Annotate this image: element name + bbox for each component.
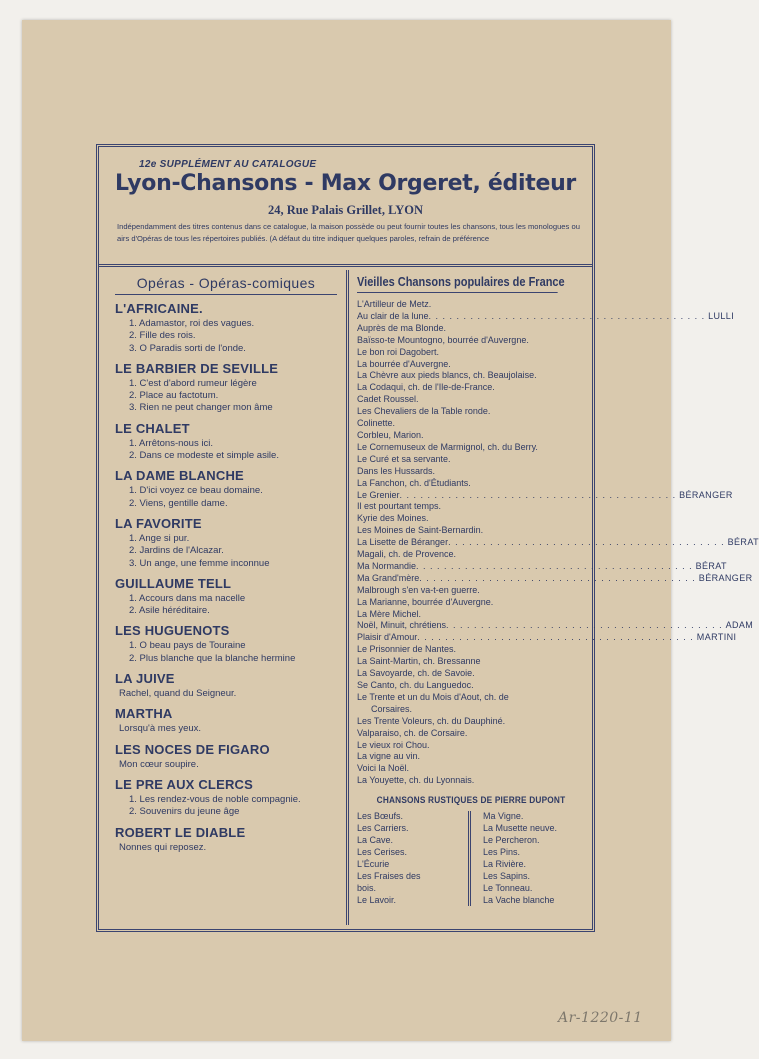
opera-title: LA FAVORITE (115, 515, 202, 531)
song-name: Le bon roi Dagobert. (357, 346, 440, 357)
opera-block (115, 777, 337, 819)
rustic-song: Les Sapins. (483, 870, 531, 881)
leader-dots: . . . . . . . . . . . . . . . . . . . . . . . . . . . . . . . . . . . . . . . . (419, 572, 696, 583)
song-name: La Saint-Martin, ch. Bressanne (357, 656, 481, 667)
song-entry (357, 370, 585, 382)
song-name: Baïsso-te Mountogno, bourrée d'Auvergne. (357, 334, 529, 345)
rustic-song: Les Fraises des (357, 870, 421, 881)
rustic-song: La Musette neuve. (483, 823, 558, 834)
song-entry (357, 751, 585, 763)
opera-title: MARTHA (115, 706, 173, 722)
song-name: Le Trente et un du Mois d'Aout, ch. de (357, 691, 509, 702)
song-entry (357, 656, 585, 668)
song-entry (357, 560, 727, 573)
opera-aria: 1. Arrêtons-nous ici. (129, 437, 213, 449)
song-entry (357, 406, 585, 418)
operas-list (115, 301, 337, 854)
song-entry (357, 466, 585, 478)
rustic-song: bois. (357, 882, 377, 893)
song-name: Le Curé et sa servante. (357, 453, 451, 464)
catalogue-frame (96, 144, 759, 932)
song-composer: BÉRAT (695, 560, 727, 571)
song-name: Il est pourtant temps. (357, 501, 442, 512)
song-entry (357, 489, 733, 502)
song-name: Colinette. (357, 418, 396, 429)
songs-column (357, 275, 759, 906)
opera-aria: Mon cœur soupire. (119, 758, 199, 770)
page-sheet (22, 20, 759, 1041)
song-entry (357, 668, 585, 680)
supplement-label: 12e SUPPLÉMENT AU CATALOGUE (139, 159, 317, 170)
opera-aria: 1. Ange si pur. (129, 532, 190, 544)
song-composer: MARTINI (696, 632, 737, 643)
song-composer: LULLI (708, 310, 735, 321)
song-name: La Lisette de Béranger (357, 537, 449, 548)
opera-title: LES NOCES DE FIGARO (115, 741, 270, 757)
song-entry (357, 347, 585, 359)
opera-block (115, 516, 337, 570)
song-name: Se Canto, ch. du Languedoc. (357, 680, 474, 690)
catalogue-header (99, 147, 592, 267)
song-name: Dans les Hussards. (357, 465, 436, 476)
opera-aria: 2. Asile héréditaire. (129, 605, 210, 617)
song-name: La bourrée d'Auvergne. (357, 358, 451, 369)
rustic-song: L'Écurie (357, 858, 390, 869)
rustic-list-left (357, 811, 471, 906)
opera-aria: 2. Plus blanche que la blanche hermine (129, 652, 296, 664)
opera-aria: 3. O Paradis sorti de l'onde. (129, 342, 246, 354)
song-composer: ADAM (725, 620, 754, 631)
opera-block (115, 825, 337, 854)
song-name: La Youyette, ch. du Lyonnais. (357, 775, 475, 786)
song-entry (357, 382, 585, 394)
opera-block (115, 623, 337, 665)
rustic-song: Le Lavoir. (357, 894, 397, 905)
songs-heading: Vieilles Chansons populaires de France (357, 275, 558, 293)
rustic-song: Les Cerises. (357, 846, 408, 857)
song-name: L'Artilleur de Metz. (357, 299, 432, 309)
leader-dots: . . . . . . . . . . . . . . . . . . . . . . . . . . . . . . . . . . . . . . . . (448, 537, 725, 548)
song-entry (357, 716, 585, 728)
rustic-song: La Vache blanche (483, 894, 555, 905)
song-entry (357, 585, 585, 597)
song-entry (357, 394, 585, 406)
leader-dots: . . . . . . . . . . . . . . . . . . . . . . . . . . . . . . . . . . . . . . . . (446, 620, 723, 631)
song-name: La vigne au vin. (357, 751, 421, 762)
song-name: Cadet Roussel. (357, 394, 419, 405)
song-entry (357, 692, 585, 716)
song-entry (357, 478, 585, 490)
opera-aria: 2. Souvenirs du jeune âge (129, 806, 240, 818)
rustic-heading: CHANSONS RUSTIQUES DE PIERRE DUPONT (376, 795, 566, 806)
opera-aria: 1. D'ici voyez ce beau domaine. (129, 485, 263, 497)
rustic-song: Les Bœufs. (357, 811, 404, 822)
song-name: Valparaiso, ch. de Corsaire. (357, 727, 468, 738)
song-entry (357, 763, 585, 775)
song-entry (357, 299, 585, 311)
opera-title: LES HUGUENOTS (115, 623, 230, 639)
song-name: Le Cornemuseux de Marmignol, ch. du Berry. (357, 441, 538, 452)
song-name: Voici la Noël. (357, 763, 410, 774)
song-entry (357, 680, 585, 692)
opera-aria: 2. Place au factotum. (129, 390, 219, 402)
leader-dots: . . . . . . . . . . . . . . . . . . . . . . . . . . . . . . . . . . . . . . . . (428, 310, 706, 321)
opera-aria: 2. Viens, gentille dame. (129, 497, 228, 509)
opera-aria: Lorsqu'à mes yeux. (119, 723, 202, 735)
opera-block (115, 706, 337, 735)
song-name: Plaisir d'Amour (357, 632, 418, 643)
song-entry (357, 501, 585, 513)
song-name: Corbleu, Marion. (357, 429, 424, 440)
opera-title: LE PRE AUX CLERCS (115, 776, 253, 792)
song-entry (357, 644, 585, 656)
opera-title: LE CHALET (115, 420, 190, 436)
opera-block (115, 421, 337, 463)
operas-heading: Opéras - Opéras-comiques (115, 275, 337, 295)
song-name: La Savoyarde, ch. de Savoie. (357, 668, 475, 679)
song-composer: BÉRAT (727, 537, 759, 548)
publisher-title: Lyon-Chansons - Max Orgeret, éditeur (115, 171, 576, 196)
song-entry (357, 513, 585, 525)
song-name: La Fanchon, ch. d'Étudiants. (357, 477, 471, 488)
song-composer: BÉRANGER (679, 489, 733, 500)
opera-aria: 2. Dans ce modeste et simple asile. (129, 450, 279, 462)
song-entry (357, 632, 737, 644)
opera-title: LA JUIVE (115, 671, 175, 687)
opera-aria: 1. C'est d'abord rumeur légère (129, 377, 257, 389)
song-name: Ma Normandie (357, 560, 417, 571)
opera-aria: 1. Accours dans ma nacelle (129, 592, 246, 604)
song-name: Les Moines de Saint-Bernardin. (357, 525, 484, 536)
song-name: Les Trente Voleurs, ch. du Dauphiné. (357, 715, 506, 726)
song-name: Ma Grand'mère (357, 572, 420, 583)
songs-list (357, 299, 759, 787)
opera-block (115, 576, 337, 618)
song-entry (357, 418, 585, 430)
rustic-list-right (471, 811, 585, 906)
song-entry (357, 740, 585, 752)
song-entry (357, 442, 585, 454)
opera-aria: 1. Adamastor, roi des vagues. (129, 318, 255, 329)
song-name: Malbrough s'en va-t-en guerre. (357, 584, 480, 595)
song-name: Auprès de ma Blonde. (357, 322, 447, 333)
rustic-song: Les Carriers. (357, 823, 409, 834)
rustic-song: Le Tonneau. (483, 882, 533, 893)
opera-aria: 1. Les rendez-vous de noble compagnie. (129, 793, 301, 805)
song-name: Les Chevaliers de la Table ronde. (357, 406, 491, 417)
rustic-song: La Cave. (357, 834, 394, 845)
rustic-songs (357, 811, 585, 906)
opera-aria: Nonnes qui reposez. (119, 841, 207, 853)
song-entry (357, 728, 585, 740)
song-name: Le vieux roi Chou. (357, 739, 430, 750)
song-entry (357, 310, 735, 323)
opera-aria: Rachel, quand du Seigneur. (119, 688, 237, 700)
rustic-song: Les Pins. (483, 846, 521, 857)
song-name: La Mère Michel. (357, 608, 422, 619)
song-entry (357, 597, 585, 609)
rustic-song: La Rivière. (483, 858, 527, 869)
catalogue-note: Indépendamment des titres contenus dans ce catalogue, la maison possède ou peut fournir toutes les chansons, tous les monologues ou airs d'Opéras de tous les répertoires publiés. (A défaut du titre indiquer quelques paroles, refrain de préférence (117, 222, 580, 243)
opera-title: LA DAME BLANCHE (115, 468, 244, 484)
publisher-address: 24, Rue Palais Grillet, LYON (267, 203, 424, 217)
song-entry (357, 430, 585, 442)
song-entry (357, 775, 585, 787)
song-name: Kyrie des Moines. (357, 513, 429, 524)
opera-title: L'AFRICAINE. (115, 301, 203, 316)
song-entry (357, 537, 759, 549)
song-name: Le Grenier (357, 489, 400, 500)
song-name-continuation: Corsaires. (371, 703, 413, 714)
opera-aria: 1. O beau pays de Touraine (129, 640, 246, 652)
opera-block (115, 671, 337, 700)
song-entry (357, 335, 585, 347)
opera-aria: 2. Jardins de l'Alcazar. (129, 545, 224, 557)
opera-title: GUILLAUME TELL (115, 575, 232, 591)
opera-block (115, 301, 337, 355)
song-entry (357, 549, 585, 561)
song-name: Au clair de la lune (357, 310, 429, 321)
song-composer: BÉRANGER (698, 572, 753, 583)
song-name: Noël, Minuit, chrétiens (357, 620, 447, 631)
song-entry (357, 525, 585, 537)
opera-aria: 3. Rien ne peut changer mon âme (129, 402, 273, 414)
song-entry (357, 620, 754, 632)
song-name: Le Prisonnier de Nantes. (357, 644, 457, 655)
opera-title: LE BARBIER DE SEVILLE (115, 360, 279, 376)
opera-block (115, 468, 337, 510)
rustic-song: Le Percheron. (483, 834, 540, 845)
rustic-song: Ma Vigne. (483, 811, 524, 822)
opera-aria: 2. Fille des rois. (129, 330, 196, 342)
column-divider (346, 270, 349, 925)
shelfmark-handwritten: Ar-1220-11 (558, 1010, 643, 1026)
song-entry (357, 323, 585, 335)
leader-dots: . . . . . . . . . . . . . . . . . . . . . . . . . . . . . . . . . . . . . . . . (416, 560, 693, 571)
song-entry (357, 609, 585, 621)
song-name: La Marianne, bourrée d'Auvergne. (357, 596, 494, 607)
opera-aria: 3. Un ange, une femme inconnue (129, 557, 270, 569)
leader-dots: . . . . . . . . . . . . . . . . . . . . . . . . . . . . . . . . . . . . . . . . (399, 489, 677, 500)
song-name: Magali, ch. de Provence. (357, 549, 457, 560)
song-name: La Chèvre aux pieds blancs, ch. Beaujolaise. (357, 370, 537, 381)
opera-block (115, 361, 337, 415)
operas-column (115, 275, 337, 860)
opera-block (115, 742, 337, 771)
song-name: La Codaqui, ch. de l'Ile-de-France. (357, 382, 495, 393)
song-entry (357, 359, 585, 371)
opera-title: ROBERT LE DIABLE (115, 824, 246, 840)
leader-dots: . . . . . . . . . . . . . . . . . . . . . . . . . . . . . . . . . . . . . . . . (417, 632, 694, 643)
song-entry (357, 454, 585, 466)
song-entry (357, 572, 753, 585)
